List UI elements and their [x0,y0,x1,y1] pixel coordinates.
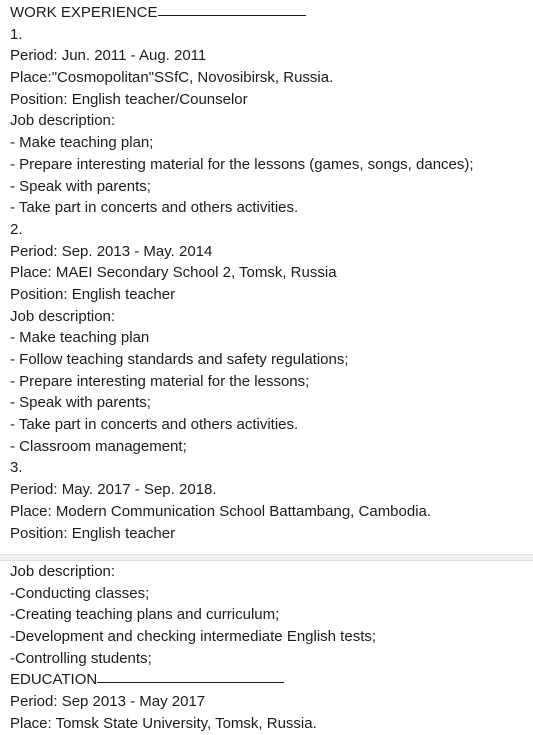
job-duty-item: - Prepare interesting material for the lessons (games, songs, dances); [10,155,474,173]
job-duty-item: - Speak with parents; [10,177,151,195]
section-divider [0,554,533,561]
entry-place: Place: MAEI Secondary School 2, Tomsk, Russia [10,264,337,282]
entry-number: 1. [10,25,23,43]
heading-underline [158,15,306,16]
entry-position: Position: English teacher [10,285,176,303]
entry-number: 3. [10,459,23,477]
job-duty-item: - Take part in concerts and others activities. [10,416,299,434]
job-duty-item: - Speak with parents; [10,394,151,412]
entry-position: Position: English teacher/Counselor [10,90,248,108]
job-duty-item: - Prepare interesting material for the lessons; [10,372,310,390]
job-duty-item: - Classroom management; [10,437,187,455]
section-heading-work-experience: WORK EXPERIENCE [10,2,533,24]
job-duty-item: -Creating teaching plans and curriculum; [10,606,280,624]
education-place: Place: Tomsk State University, Tomsk, Russia. [10,714,317,732]
continued-card [0,561,533,733]
entry-period: Period: May. 2017 - Sep. 2018. [10,481,217,499]
job-duty-item: -Development and checking intermediate English tests; [10,628,377,646]
entry-place: Place:"Cosmopolitan"SSfC, Novosibirsk, Russia. [10,69,334,87]
job-description-label: Job description: [10,563,116,580]
education-period: Period: Sep 2013 - May 2017 [10,693,206,711]
job-duty-item: -Conducting classes; [10,584,150,602]
entry-place: Place: Modern Communication School Battambang, Cambodia. [10,502,432,520]
job-duty-item: - Make teaching plan; [10,134,154,152]
section-heading-education: EDUCATION [10,669,533,691]
entry-period: Period: Jun. 2011 - Aug. 2011 [10,47,207,65]
job-duty-item: - Follow teaching standards and safety regulations; [10,351,349,368]
heading-underline [97,682,284,683]
job-duty-item: - Make teaching plan [10,329,150,347]
job-description-label: Job description: [10,112,116,130]
entry-number: 2. [10,220,23,238]
job-duty-item: - Take part in concerts and others activities. [10,199,299,217]
job-duty-item: -Controlling students; [10,649,152,667]
job-description-label: Job description: [10,307,116,325]
entry-period: Period: Sep. 2013 - May. 2014 [10,242,213,260]
entry-position: Position: English teacher [10,524,176,542]
